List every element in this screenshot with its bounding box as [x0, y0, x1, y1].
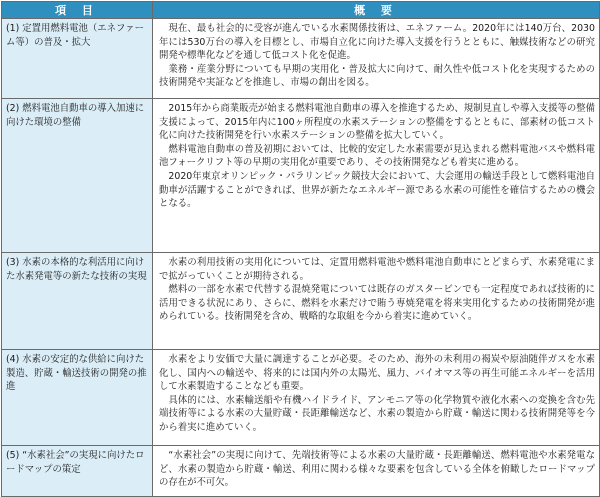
- header-item: 項 目: [2, 2, 153, 19]
- row-item: (4) 水素の安定的な供給に向けた製造、貯蔵・輸送技術の開発の推進: [2, 350, 153, 446]
- paragraph: 水素をより安価で大量に調達することが必要。そのため、海外の未利用の褐炭や原油随伴ガスを水素化し、国内への輸送や、将来的には国内外の太陽光、風力、バイオマス等の再生可能エネルギーを活用して水素製造することなども重要。: [159, 354, 595, 393]
- paragraph: “水素社会”の実現に向けて、先端技術等による水素の大量貯蔵・長距離輸送、燃料電池や水素発電など、水素の製造から貯蔵・輸送、利用に関わる様々な要素を包含している全体を俯瞰したロードマップの存在が不可欠。: [159, 450, 595, 489]
- paragraph: 燃料電池自動車の普及初期においては、比較的安定した水素需要が見込まれる燃料電池バスや燃料電池フォークリフト等の早期の実用化が重要であり、その技術開発なども着実に進める。: [159, 143, 595, 169]
- row-item: (5) “水素社会”の実現に向けたロードマップの策定: [2, 446, 153, 497]
- row-item: (2) 燃料電池自動車の導入加速に向けた環境の整備: [2, 99, 153, 253]
- paragraph: 水素の利用技術の実用化については、定置用燃料電池や燃料電池自動車にとどまらず、水素発電にまで拡がっていくことが期待される。: [159, 257, 595, 282]
- hydrogen-policy-table: [1, 1, 600, 497]
- row-item: (1) 定置用燃料電池（エネファーム等）の普及・拡大: [2, 19, 153, 99]
- row-description: [153, 19, 600, 99]
- header-row: [2, 2, 600, 19]
- table-row: [2, 446, 600, 497]
- row-description: [153, 446, 600, 497]
- paragraph: 2020年東京オリンピック・パラリンピック競技大会において、大会運用の輸送手段として燃料電池自動車が活躍することができれば、世界が新たなエネルギー源である水素の可能性を確信するための機会となる。: [159, 170, 595, 210]
- table-row: [2, 99, 600, 253]
- paragraph: 2015年から商業販売が始まる燃料電池自動車の導入を推進するため、規制見直しや導入支援等の整備支援によって、2015年内に100ヶ所程度の水素ステーションの整備をするとともに、部素材の低コスト化に向けた技術開発を行い水素ステーションの整備を拡大していく。: [159, 103, 596, 142]
- row-item: (3) 水素の本格的な利活用に向けた水素発電等の新たな技術の実現: [2, 253, 153, 350]
- row-description: [153, 99, 600, 253]
- header-overview: 概 要: [153, 2, 600, 19]
- row-description: [153, 350, 600, 446]
- table-row: [2, 253, 600, 350]
- table-row: [2, 19, 600, 99]
- paragraph: 業務・産業分野についても早期の実用化・普及拡大に向けて、耐久性や低コスト化を実現するための技術開発や実証などを推進し、市場の創出を図る。: [159, 63, 595, 89]
- row-description: [153, 253, 600, 350]
- paragraph: 現在、最も社会的に受容が進んでいる水素関係技術は、エネファーム。2020年には140万台、2030年には530万台の導入を目標とし、市場自立化に向けた導入支援を行うとともに、触媒技術などの研究開発や標準化などを通して低コスト化を促進。: [159, 23, 595, 62]
- table-row: [2, 350, 600, 446]
- paragraph: 燃料の一部を水素で代替する混焼発電については既存のガスタービンでも一定程度であれば技術的に活用できる状況にあり、さらに、燃料を水素だけで賄う専焼発電を将来実用化するための技術開発が進められている。技術開発を含め、戦略的な取組を今から着実に進めていく。: [159, 284, 595, 323]
- paragraph: 具体的には、水素輸送船や有機ハイドライド、アンモニア等の化学物質や液化水素への変換を含む先端技術等による水素の大量貯蔵・長距離輸送など、水素の製造から貯蔵・輸送に関わる技術開発等を今から着実に進めていく。: [159, 394, 595, 433]
